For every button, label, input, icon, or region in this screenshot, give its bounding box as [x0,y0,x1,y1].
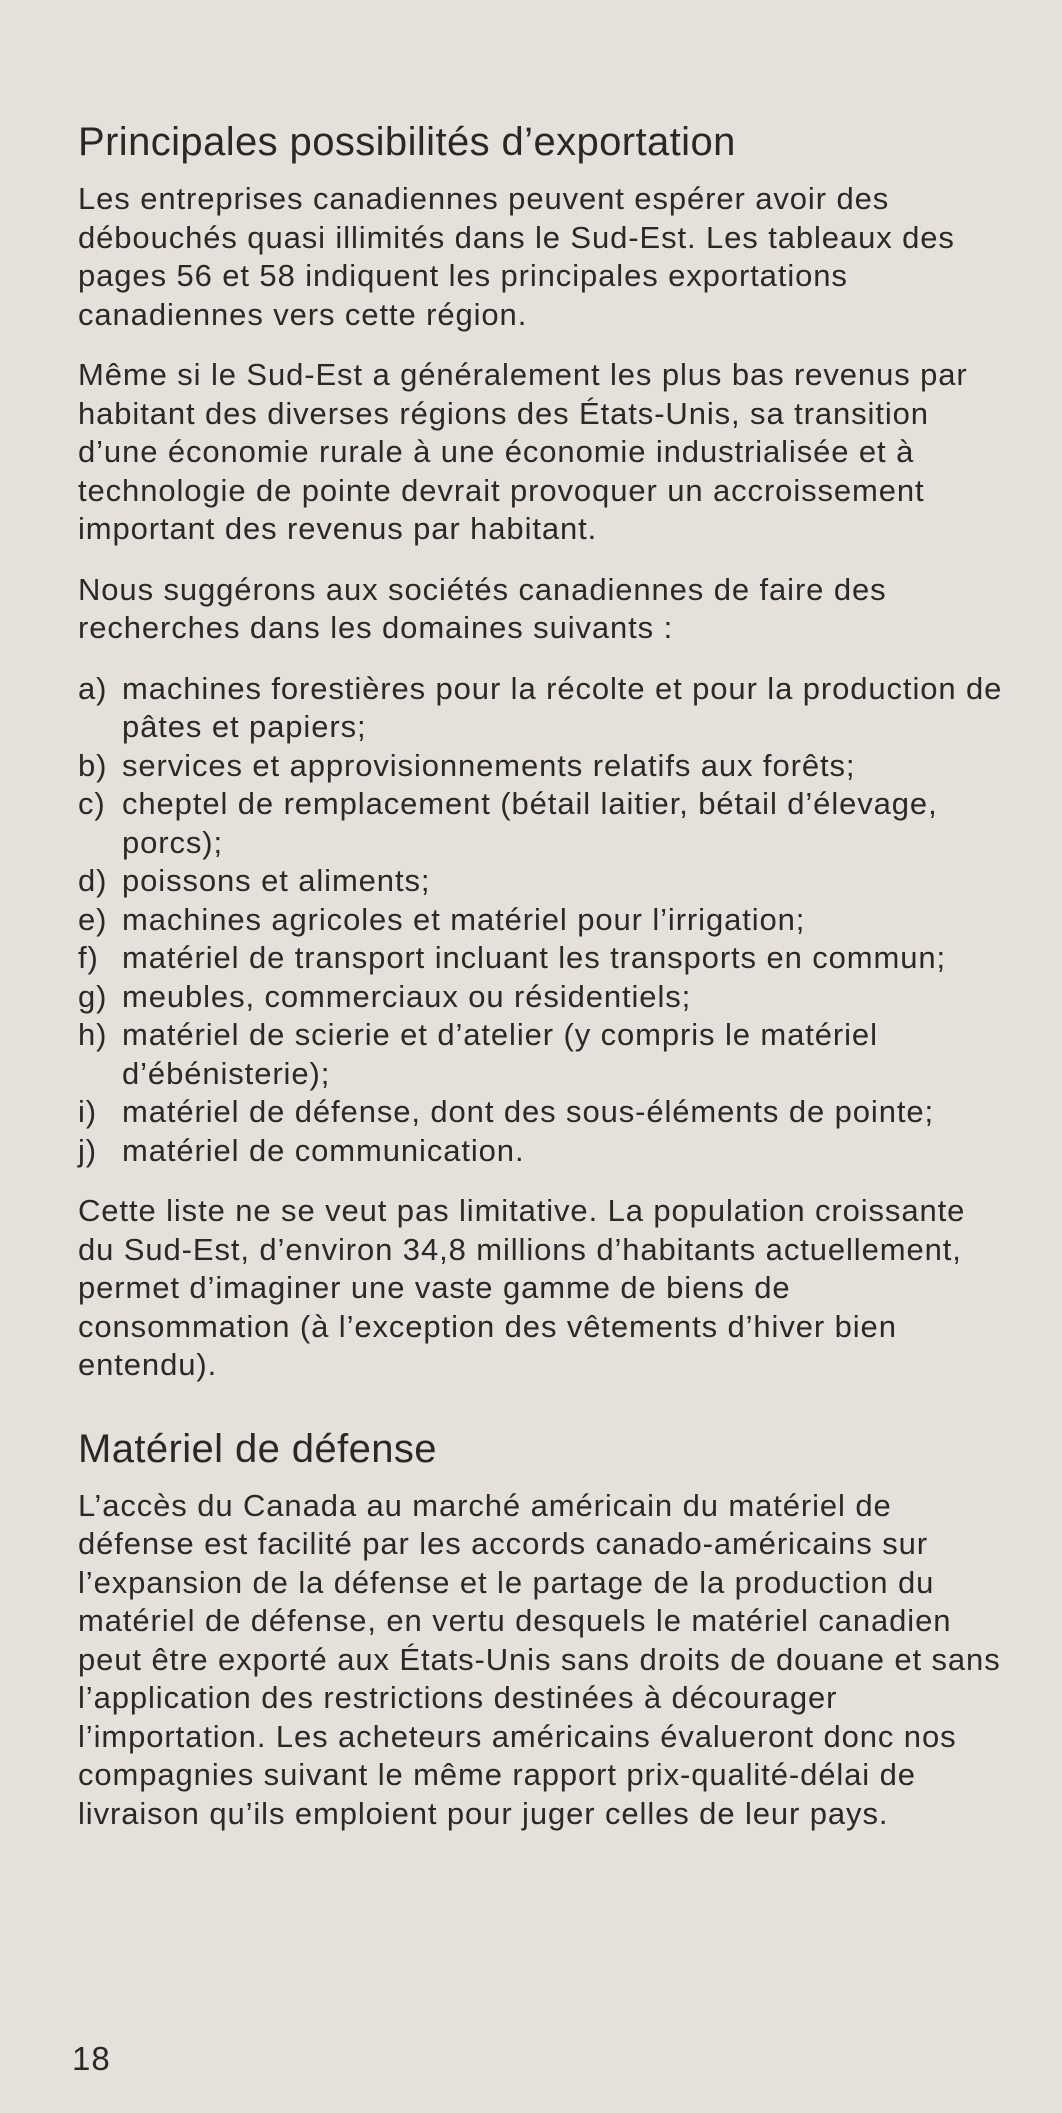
export-domains-list [78,670,1018,1171]
list-item-text: services et approvisionnements relatifs aux forêts; [122,747,856,783]
section-export-opportunities [78,118,1018,1385]
list-item-letter: i) [78,1094,98,1129]
list-item [78,747,1018,786]
defense-paragraph: L’accès du Canada au marché américain du matériel de défense est facilité par les accords canado-américains sur l’expansion de la défense et le partage de la production du matériel de défense, en vertu desquels le matériel canadien peut être exporté aux États-Unis sans droits de douane et sans l’application des restrictions destinées à décourager l’importation. Les acheteurs américains évalueront donc nos compagnies suivant le même rapport prix-qualité-délai de livraison qu’ils emploient pour juger celles de leur pays. [78,1487,1001,1831]
closing-paragraph: Cette liste ne se veut pas limitative. La population croissante du Sud-Est, d’environ 34,8 millions d’habitants actuellement, permet d’imaginer une vaste gamme de biens de consommation (à l’exception des vêtements d’hiver bien entendu). [78,1193,966,1382]
page-body [78,118,1018,1855]
list-item-letter: j) [78,1132,98,1168]
list-item [78,901,1018,940]
list-item-letter: g) [78,978,108,1014]
list-item-text: matériel de défense, dont des sous-éléments de pointe; [122,1094,935,1129]
section-defense-material [78,1425,1018,1834]
list-item-letter: h) [78,1017,108,1052]
suggestion-paragraph: Nous suggérons aux sociétés canadiennes de faire des recherches dans les domaines suivants : [78,571,887,645]
list-item-text: machines forestières pour la récolte et pour la production de pâtes et papiers; [122,670,1003,744]
section-heading-export: Principales possibilités d’exportation [78,120,736,164]
page-number: 18 [72,2040,111,2077]
intro-paragraph: Les entreprises canadiennes peuvent espérer avoir des débouchés quasi illimités dans le Sud-Est. Les tableaux des pages 56 et 58 indiquent les principales exportations canadiennes vers cette région. [78,181,955,332]
list-item-letter: d) [78,863,108,898]
list-item-text: poissons et aliments; [122,863,431,898]
list-item-letter: b) [78,747,108,783]
list-item [78,939,1018,978]
list-item [78,862,1018,901]
list-item-text: matériel de transport incluant les transports en commun; [122,940,947,975]
section-heading-defense: Matériel de défense [78,1426,437,1471]
list-item-text: meubles, commerciaux ou résidentiels; [122,978,692,1014]
list-item [78,1093,1018,1132]
list-item-text: cheptel de remplacement (bétail laitier, bétail d’élevage, porcs); [122,786,938,860]
list-item [78,978,1018,1017]
list-item [78,1132,1018,1171]
list-item [78,1016,1018,1093]
list-item-letter: c) [78,786,106,821]
list-item-text: machines agricoles et matériel pour l’irrigation; [122,901,806,937]
revenue-paragraph: Même si le Sud-Est a généralement les plus bas revenus par habitant des diverses régions des États-Unis, sa transition d’une économie rurale à une économie industrialisée et à technologie de pointe devrait provoquer un accroissement important des revenus par habitant. [78,357,968,546]
list-item-letter: a) [78,670,108,706]
list-item-text: matériel de communication. [122,1132,525,1168]
list-item-letter: e) [78,901,108,937]
list-item-text: matériel de scierie et d’atelier (y compris le matériel d’ébénisterie); [122,1017,878,1091]
list-item [78,785,1018,862]
list-item [78,670,1018,747]
list-item-letter: f) [78,940,99,975]
